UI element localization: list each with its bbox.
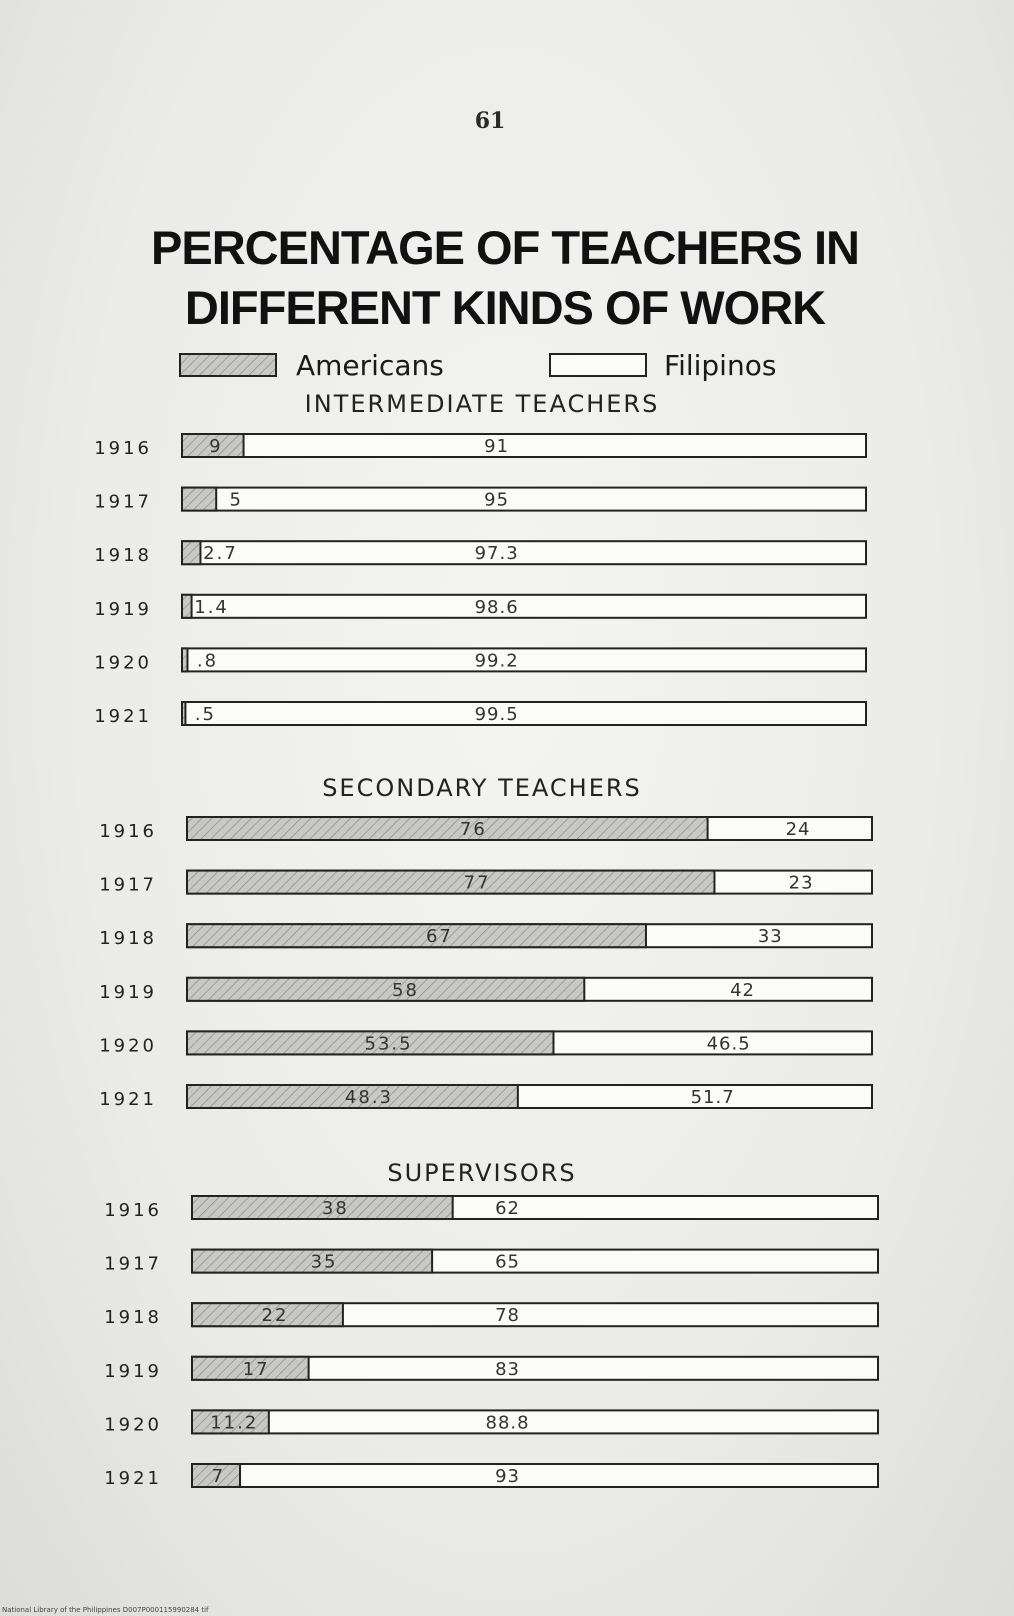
legend — [180, 349, 776, 382]
value-label-americans: 1.4 — [194, 596, 229, 618]
year-label: 1917 — [104, 1253, 162, 1275]
bar-filipinos — [182, 488, 866, 511]
year-label: 1918 — [99, 928, 157, 950]
bar-americans — [182, 702, 185, 725]
bar-row-1916 — [94, 434, 866, 459]
bar-row-1917 — [99, 871, 872, 896]
value-label-americans: 7 — [211, 1466, 226, 1487]
value-label-americans: 77 — [463, 872, 491, 894]
value-label-filipinos: 33 — [757, 926, 783, 948]
panel-2 — [99, 774, 872, 1110]
year-label: 1916 — [99, 821, 157, 842]
bar-americans — [182, 541, 200, 564]
year-label: 1921 — [94, 706, 152, 727]
bar-americans — [187, 871, 714, 894]
panel-title: INTERMEDIATE TEACHERS — [304, 390, 660, 418]
panel-title: SECONDARY TEACHERS — [322, 774, 642, 802]
year-label: 1921 — [99, 1089, 157, 1110]
bar-americans — [187, 817, 708, 840]
year-label: 1921 — [104, 1468, 162, 1489]
year-label: 1919 — [99, 981, 157, 1003]
value-label-filipinos: 95 — [484, 489, 510, 511]
bar-row-1916 — [99, 817, 872, 842]
year-label: 1920 — [99, 1035, 157, 1057]
value-label-filipinos: 42 — [730, 979, 755, 1001]
bar-americans — [182, 595, 192, 618]
value-label-americans: 9 — [209, 436, 223, 457]
value-label-americans: 76 — [459, 819, 487, 840]
bar-row-1921 — [99, 1085, 872, 1110]
bar-americans — [182, 488, 216, 511]
bar-americans — [187, 978, 584, 1001]
bar-filipinos — [192, 1464, 878, 1487]
value-label-filipinos: 62 — [495, 1198, 521, 1219]
legend-swatch-americans — [180, 354, 276, 376]
value-label-filipinos: 99.5 — [474, 704, 519, 725]
value-label-filipinos: 91 — [484, 436, 510, 457]
bar-row-1920 — [104, 1410, 878, 1435]
bar-row-1919 — [99, 978, 872, 1003]
value-label-americans: .8 — [196, 650, 219, 672]
bar-row-1919 — [94, 595, 866, 620]
chart-panels — [94, 390, 878, 1489]
bar-row-1920 — [94, 648, 866, 673]
year-label: 1920 — [104, 1414, 162, 1436]
year-label: 1918 — [94, 545, 152, 567]
value-label-filipinos: 24 — [785, 819, 811, 840]
bar-row-1919 — [104, 1357, 878, 1382]
value-label-filipinos: 23 — [788, 872, 814, 894]
year-label: 1918 — [104, 1307, 162, 1329]
panel-title: SUPERVISORS — [387, 1159, 577, 1187]
bar-row-1918 — [104, 1303, 878, 1328]
value-label-filipinos: 88.8 — [485, 1412, 530, 1434]
page-number: 61 — [474, 108, 506, 134]
bar-filipinos — [182, 434, 866, 457]
value-label-filipinos: 78 — [495, 1305, 521, 1327]
bar-row-1921 — [94, 702, 866, 727]
value-label-americans: 17 — [242, 1358, 270, 1380]
year-label: 1919 — [94, 598, 152, 620]
legend-label-americans: Americans — [296, 349, 444, 382]
bar-row-1920 — [99, 1031, 872, 1056]
year-label: 1917 — [99, 874, 157, 896]
bar-row-1916 — [104, 1196, 878, 1221]
year-label: 1920 — [94, 652, 152, 674]
year-label: 1919 — [104, 1360, 162, 1382]
value-label-filipinos: 46.5 — [706, 1033, 751, 1055]
value-label-americans: 67 — [425, 926, 453, 948]
value-label-filipinos: 93 — [495, 1466, 521, 1487]
year-label: 1916 — [104, 1200, 162, 1221]
value-label-americans: 58 — [392, 979, 419, 1001]
bar-row-1921 — [104, 1464, 878, 1489]
value-label-americans: 11.2 — [210, 1412, 259, 1434]
panel-1 — [94, 390, 866, 727]
value-label-filipinos: 98.6 — [474, 596, 519, 618]
value-label-filipinos: 83 — [495, 1358, 521, 1380]
value-label-americans: 22 — [261, 1305, 289, 1327]
value-label-americans: 38 — [321, 1198, 349, 1219]
value-label-americans: 53.5 — [364, 1033, 413, 1055]
value-label-americans: 48.3 — [344, 1087, 394, 1108]
chart-title: PERCENTAGE OF TEACHERS IN DIFFERENT KINDS OF WORK — [151, 221, 859, 334]
value-label-americans: 5 — [229, 489, 243, 511]
bar-americans — [187, 924, 646, 947]
bar-filipinos — [192, 1410, 878, 1433]
legend-label-filipinos: Filipinos — [664, 349, 777, 382]
bar-filipinos — [182, 595, 866, 618]
value-label-americans: 35 — [310, 1251, 338, 1273]
legend-swatch-filipinos — [550, 354, 646, 376]
bar-filipinos — [182, 648, 866, 671]
value-label-filipinos: 51.7 — [690, 1087, 735, 1108]
value-label-filipinos: 99.2 — [474, 650, 519, 672]
value-label-filipinos: 65 — [495, 1251, 521, 1273]
value-label-filipinos: 97.3 — [474, 543, 519, 565]
bar-filipinos — [182, 541, 866, 564]
value-label-americans: 2.7 — [203, 543, 238, 565]
bar-americans — [182, 648, 187, 671]
bar-filipinos — [182, 702, 866, 725]
year-label: 1916 — [94, 438, 152, 459]
footer-note: National Library of the Philippines D007P000115990284 tif — [2, 1606, 209, 1614]
year-label: 1917 — [94, 491, 152, 513]
bar-row-1917 — [104, 1250, 878, 1275]
bar-row-1917 — [94, 488, 866, 513]
bar-row-1918 — [94, 541, 866, 566]
bar-row-1918 — [99, 924, 872, 949]
panel-3 — [104, 1159, 878, 1489]
value-label-americans: .5 — [194, 704, 217, 725]
